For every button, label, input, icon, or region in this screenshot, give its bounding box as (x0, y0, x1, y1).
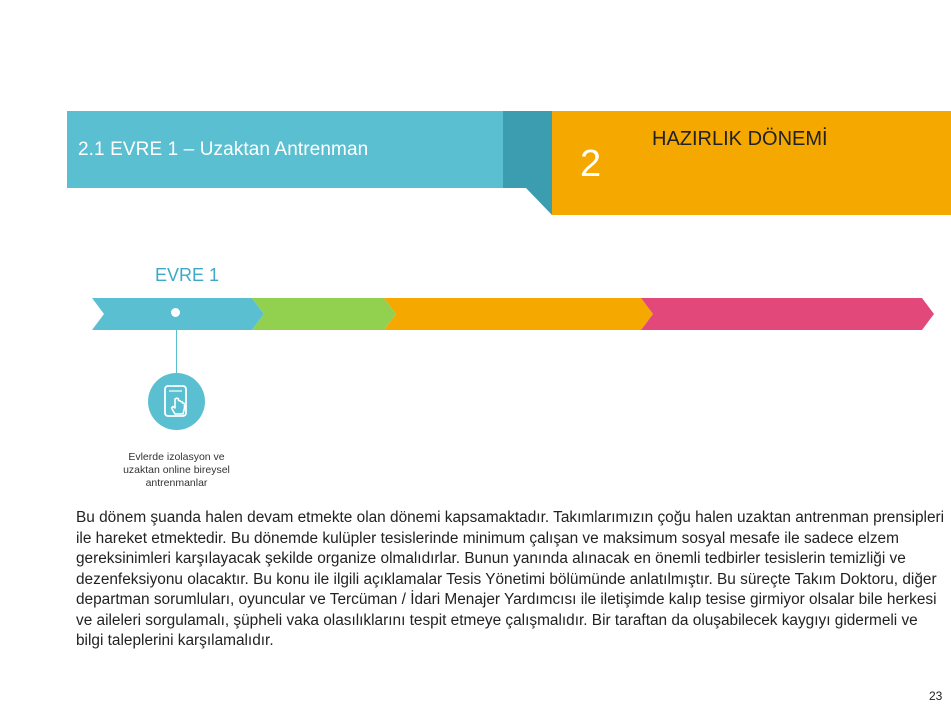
timeline-segment-evre-3 (384, 298, 653, 330)
marker-connector-line (176, 330, 177, 374)
phase-timeline (0, 290, 951, 340)
timeline-current-marker (171, 308, 180, 317)
header-fold-shape (503, 111, 552, 215)
chapter-title: HAZIRLIK DÖNEMİ (652, 128, 828, 150)
chapter-header-block (552, 111, 951, 215)
stage-caption: Evlerde izolasyon ve uzaktan online bireysel antrenmanlar (123, 451, 230, 489)
chapter-number: 2 (580, 143, 602, 185)
body-paragraph: Bu dönem şuanda halen devam etmekte olan dönemi kapsamaktadır. Takımlarımızın çoğu halen uzaktan antrenman prensipleri ile hareket etmektedir. Bu dönemde kulüpler tesislerinde minimum çalışan ve maksimum sosyal mesafe ile sadece elzem gereksinimleri karşılayacak şekilde organize olmalıdırlar. Bunun yanında alınacak en önemli tedbirler tesislerin temizliği ve dezenfeksiyonu olacaktır. Bu konu ile ilgili açıklamalar Tesis Yönetimi bölümünde anlatılmıştır. Bu süreçte Takım Doktoru, diğer departman sorumluları, oyuncular ve Tercüman / İdari Menajer Yardımcısı ile iletişimde kalıp tesise girmiyor olsalar bile herkesi ve aileleri sorgulamalı, şüpheli vaka olasılıklarını tespit etmeye çalışmalıdır. Bir taraftan da oluşabilecek kaygıyı gidermeli ve bilgi taleplerini karşılamalıdır. (76, 509, 945, 649)
tablet-touch-icon (148, 373, 205, 430)
page-number: 23 (929, 689, 943, 703)
timeline-stage-label: EVRE 1 (155, 265, 220, 285)
timeline-segment-evre-4 (641, 298, 934, 330)
timeline-segment-evre-2 (252, 298, 396, 330)
section-title: 2.1 EVRE 1 – Uzaktan Antrenman (78, 139, 369, 160)
